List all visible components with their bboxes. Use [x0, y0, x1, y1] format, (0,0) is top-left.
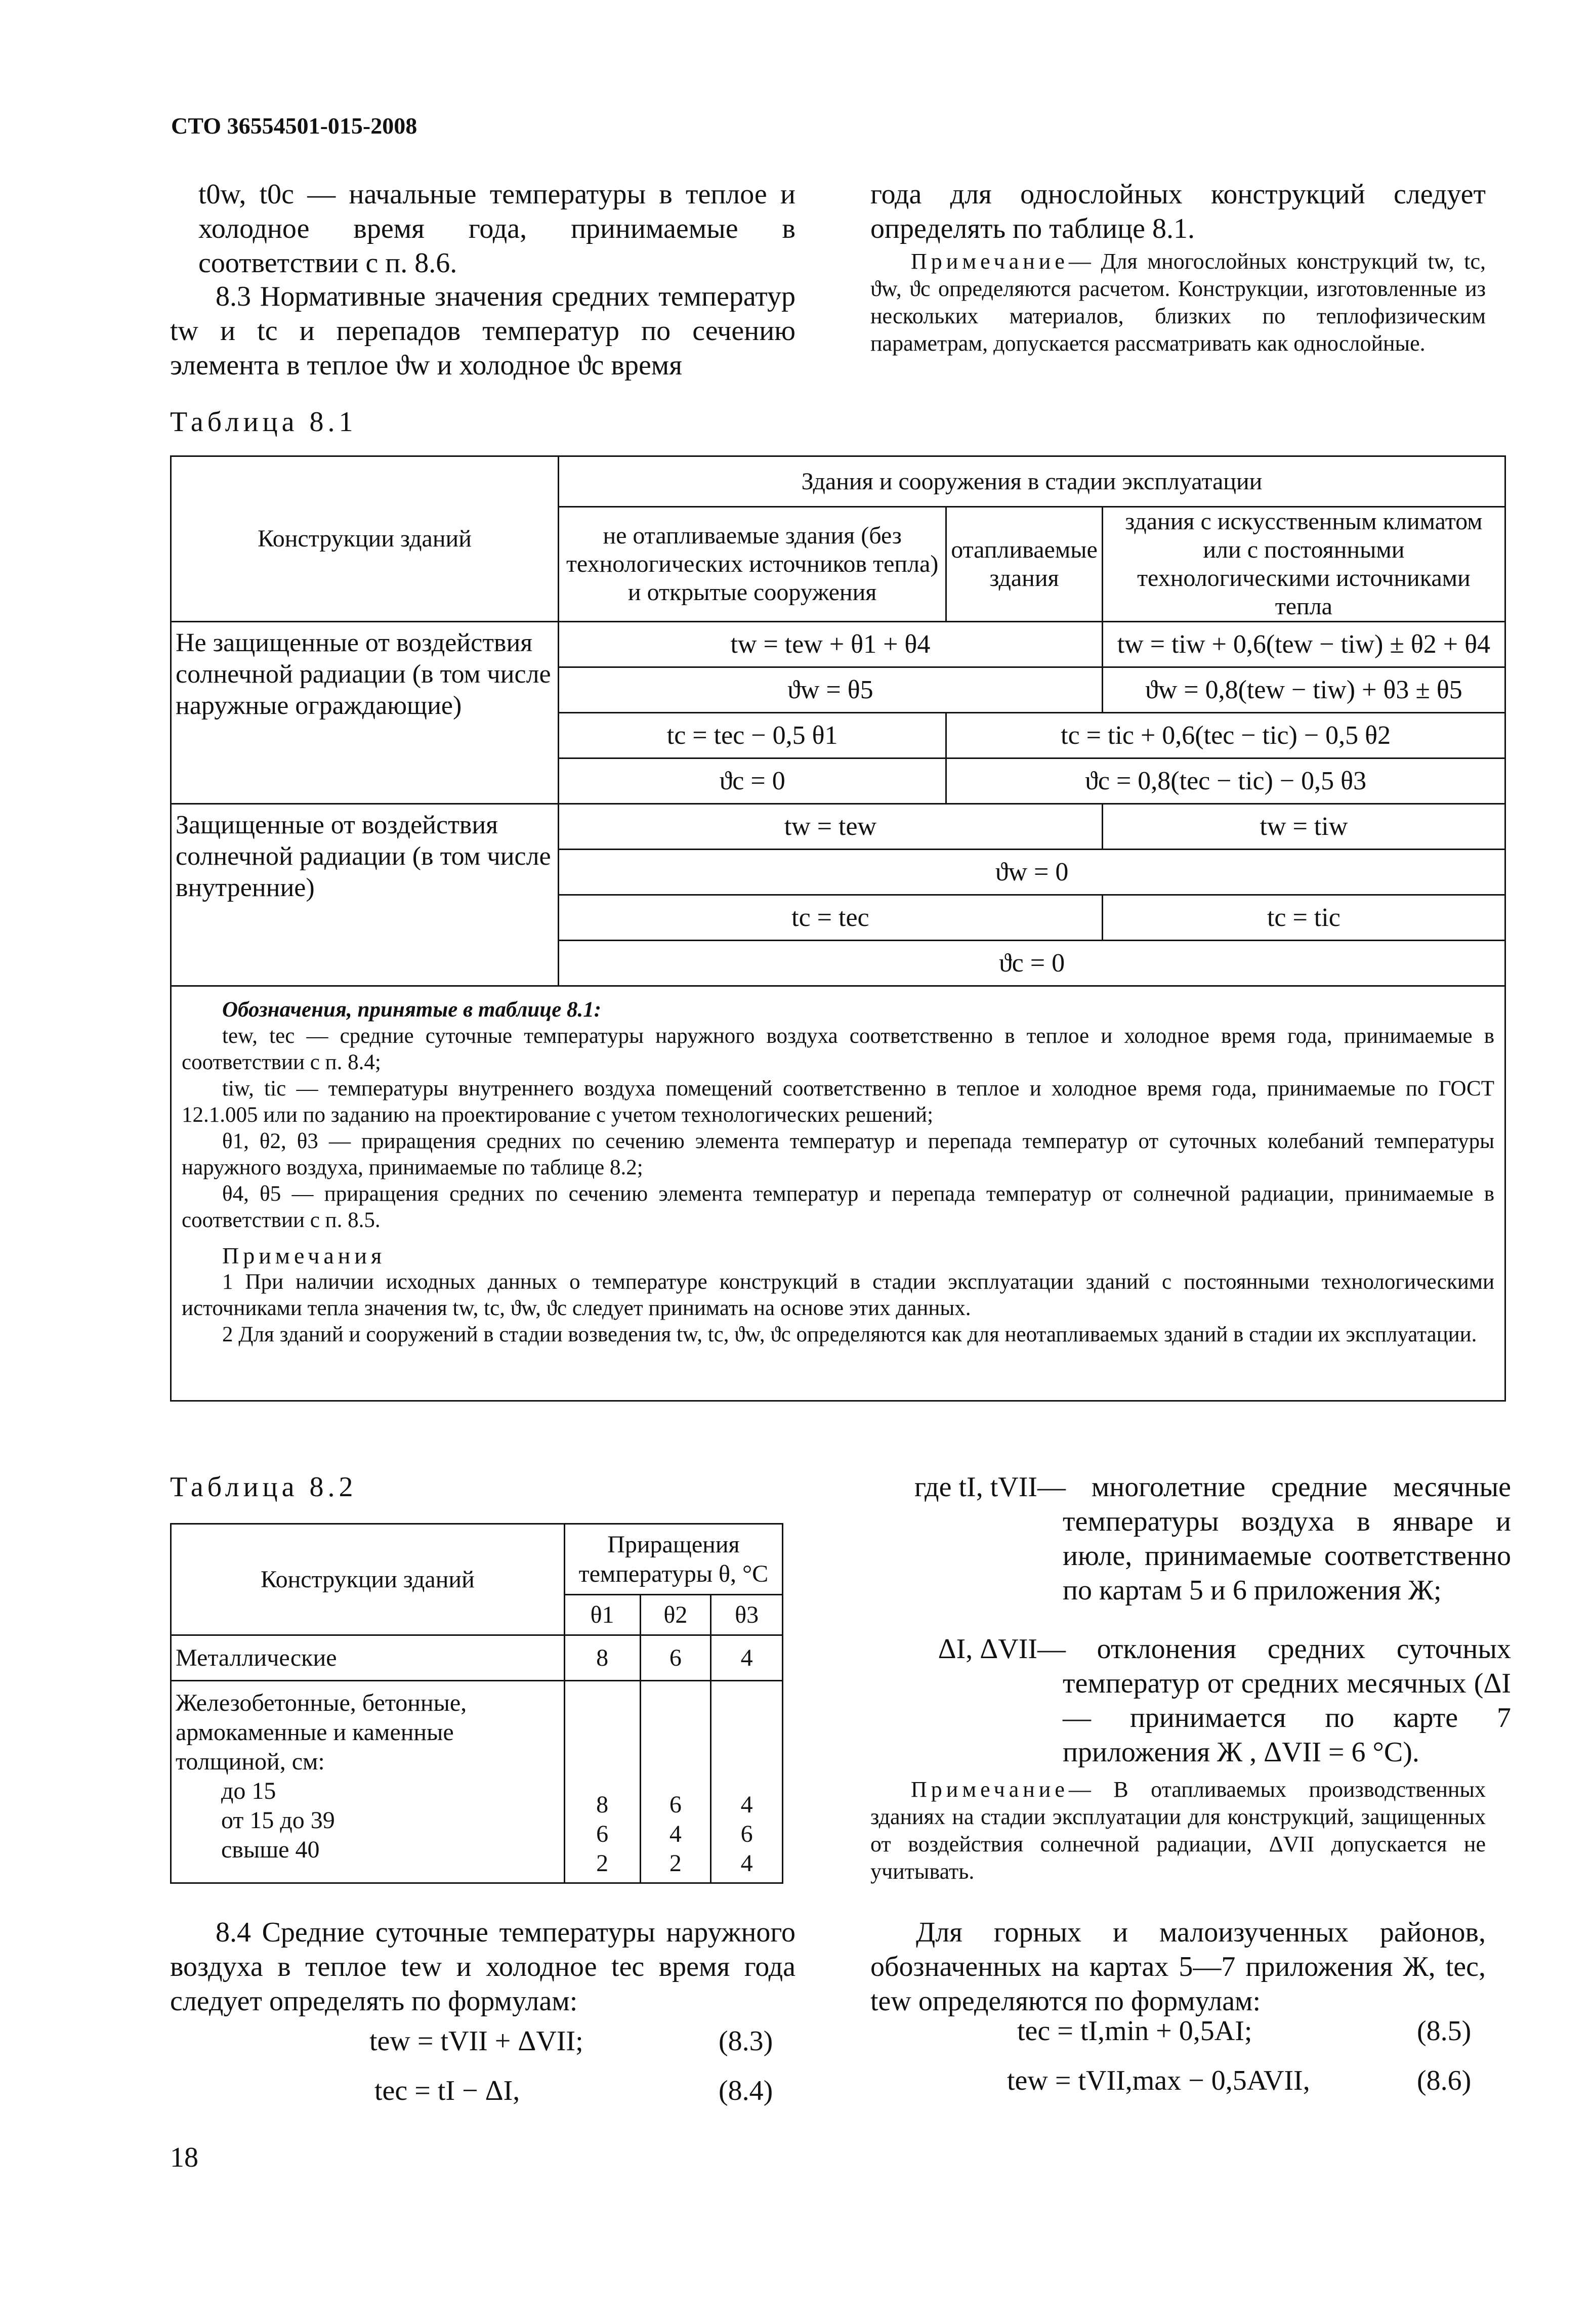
t2-col-theta3 — [711, 1681, 783, 1883]
note-text: — В отапливаемых производственных зданиях на стадии эксплуатации для конструкций, защищенных от воздействия солнечной радиации, ΔVII допускается не учитывать. — [870, 1777, 1486, 1884]
t2-cell: 4 — [740, 1791, 753, 1818]
t1-row-protected: Защищенные от воздействия солнечной радиации (в том числе внутренние) — [171, 804, 559, 986]
note-heated-buildings — [870, 1776, 1486, 1885]
t2-row-concrete — [171, 1681, 565, 1883]
t2-cell: 2 — [669, 1850, 682, 1877]
t1-header-artificial: здания с искусственным климатом или с постоянными технологическими источниками тепла — [1102, 507, 1505, 622]
t2-concrete-label: Железобетонные, бетонные, армокаменные и каменные толщиной, см: — [176, 1689, 467, 1775]
t1-header-heated: отапливаемые здания — [946, 507, 1103, 622]
t2-cell: 4 — [669, 1821, 682, 1847]
t1-formula: tw = tiw — [1102, 804, 1505, 850]
table-8-2 — [170, 1523, 783, 1884]
t1-header-constructions: Конструкции зданий — [171, 456, 559, 622]
where-variables: где tI, tVII — [914, 1471, 1037, 1503]
t2-cell: 6 — [596, 1821, 609, 1847]
paragraph-8-3-continued: года для однослойных конструкций следует определять по таблице 8.1. — [870, 179, 1486, 244]
paragraph-mountain: Для горных и малоизученных районов, обозначенных на картах 5—7 приложения Ж, tec, tew определяются по формулам: — [870, 1917, 1486, 2017]
t1-row-unprotected: Не защищенные от воздействия солнечной радиации (в том числе наружные ограждающие) — [171, 622, 559, 804]
t2-cell: 4 — [740, 1850, 753, 1877]
t1-formula: ϑw = 0,8(tew − tiw) + θ3 ± θ5 — [1102, 667, 1505, 713]
note-item: 1 При наличии исходных данных о температуре конструкций в стадии эксплуатации зданий с постоянными технологическими источниками тепла значения tw, tc, ϑw, ϑc следует принимать на основе этих данных. — [182, 1270, 1494, 1320]
t2-cell: 8 — [564, 1635, 640, 1681]
formula-8-5-number: (8.5) — [1417, 2015, 1472, 2047]
legend-item: tiw, tic — температуры внутреннего воздуха помещений соответственно в теплое и холодное время года, принимаемые по ГОСТ 12.1.005 или по заданию на проектирование с учетом технологических решений; — [182, 1077, 1494, 1127]
note-label: Примечание — [911, 249, 1069, 274]
note-item: 2 Для зданий и сооружений в стадии возведения tw, tc, ϑw, ϑc определяются как для неотапливаемых зданий в стадии их эксплуатации. — [222, 1323, 1477, 1346]
t2-header-theta3: θ3 — [711, 1595, 783, 1635]
t2-sub-label: свыше 40 — [221, 1836, 320, 1863]
formula-8-3-number: (8.3) — [719, 2025, 773, 2057]
t1-formula: tw = tiw + 0,6(tew − tiw) ± θ2 + θ4 — [1102, 622, 1505, 667]
t2-cell: 2 — [596, 1850, 609, 1877]
t1-formula: tc = tic + 0,6(tec − tic) − 0,5 θ2 — [946, 713, 1505, 758]
paragraph-8-4: 8.4 Средние суточные температуры наружного воздуха в теплое tew и холодное tec время года следует определять по формулам: — [170, 1917, 795, 2017]
delta-variables: ΔI, ΔVII — [938, 1633, 1037, 1665]
t2-header-theta2: θ2 — [640, 1595, 711, 1635]
t2-sub-label: от 15 до 39 — [221, 1807, 335, 1834]
t2-col-theta2 — [640, 1681, 711, 1883]
formula-8-6: tew = tVII,max − 0,5AVII, — [1007, 2065, 1310, 2096]
formula-8-3: tew = tVII + ΔVII; — [369, 2025, 583, 2057]
t1-formula: ϑw = θ5 — [559, 667, 1103, 713]
paragraph-8-3: 8.3 Нормативные значения средних температур tw и tc и перепадов температур по сечению элемента в теплое ϑw и холодное ϑc время — [170, 281, 795, 381]
t1-formula: ϑc = 0,8(tec − tic) − 0,5 θ3 — [946, 758, 1505, 804]
t2-cell: 4 — [711, 1635, 783, 1681]
t2-header-constructions: Конструкции зданий — [171, 1524, 565, 1635]
legend-item: tew, tec — средние суточные температуры наружного воздуха соответственно в теплое и холодное время года, принимаемые в соответствии с п. 8.4; — [182, 1024, 1494, 1074]
t1-formula: tc = tec — [559, 895, 1103, 941]
t2-sub-label: до 15 — [221, 1778, 276, 1804]
note-text: — Для многослойных конструкций tw, tc, ϑw, ϑc определяются расчетом. Конструкции, изготовленные из нескольких материалов, близких по теплофизическим параметрам, допускается рассматривать как однослойные. — [870, 249, 1486, 356]
t2-header-theta1: θ1 — [564, 1595, 640, 1635]
formula-8-6-number: (8.6) — [1417, 2065, 1472, 2096]
table-8-2-caption: Таблица 8.2 — [170, 1471, 357, 1503]
page-number: 18 — [170, 2142, 198, 2173]
t2-row-metal: Металлические — [171, 1635, 565, 1681]
where-definition: — многолетние средние месячные температуры воздуха в январе и июле, принимаемые соответственно по картам 5 и 6 приложения Ж; — [1037, 1471, 1511, 1606]
t2-header-increments: Приращения температуры θ, °С — [564, 1524, 782, 1595]
formula-8-5: tec = tI,min + 0,5AI; — [1017, 2015, 1252, 2047]
formula-8-4-number: (8.4) — [719, 2075, 773, 2106]
t2-col-theta1 — [564, 1681, 640, 1883]
t2-cell: 6 — [740, 1821, 753, 1847]
t2-cell: 6 — [640, 1635, 711, 1681]
delta-definition: — отклонения средних суточных температур от средних месячных (ΔI — принимается по карте 7 приложения Ж , ΔVII = 6 °С). — [1037, 1633, 1511, 1768]
t2-cell: 6 — [669, 1791, 682, 1818]
t1-formula: ϑw = 0 — [559, 850, 1505, 895]
t1-formula: tc = tic — [1102, 895, 1505, 941]
notes-title: Примечания — [222, 1243, 386, 1269]
table-8-1-caption: Таблица 8.1 — [170, 406, 357, 438]
t1-formula: ϑc = 0 — [559, 941, 1505, 986]
formula-8-4: tec = tI − ΔI, — [374, 2075, 520, 2106]
definition-t0: t0w, t0c — начальные температуры в теплое и холодное время года, принимаемые в соответствии с п. 8.6. — [198, 179, 795, 279]
t1-formula: ϑc = 0 — [559, 758, 946, 804]
t1-formula: tw = tew — [559, 804, 1103, 850]
legend-item: θ4, θ5 — приращения средних по сечению элемента температур и перепада температур от солнечной радиации, принимаемые в соответствии с п. 8.5. — [182, 1182, 1494, 1232]
legend-title: Обозначения, принятые в таблице 8.1: — [222, 998, 602, 1022]
t2-cell: 8 — [596, 1791, 609, 1818]
note-multilayer — [870, 248, 1486, 357]
t1-header-stage: Здания и сооружения в стадии эксплуатации — [559, 456, 1505, 507]
document-code: СТО 36554501-015-2008 — [171, 113, 417, 139]
t1-formula: tc = tec − 0,5 θ1 — [559, 713, 946, 758]
t1-formula: tw = tew + θ1 + θ4 — [559, 622, 1103, 667]
t1-header-unheated: не отапливаемые здания (без технологических источников тепла) и открытые сооружения — [559, 507, 946, 622]
t1-legend-notes — [171, 986, 1505, 1401]
legend-item: θ1, θ2, θ3 — приращения средних по сечению элемента температур и перепада температур от суточных колебаний температуры наружного воздуха, принимаемые по таблице 8.2; — [182, 1129, 1494, 1179]
note-label: Примечание — [911, 1777, 1069, 1802]
table-8-1 — [170, 455, 1506, 1402]
